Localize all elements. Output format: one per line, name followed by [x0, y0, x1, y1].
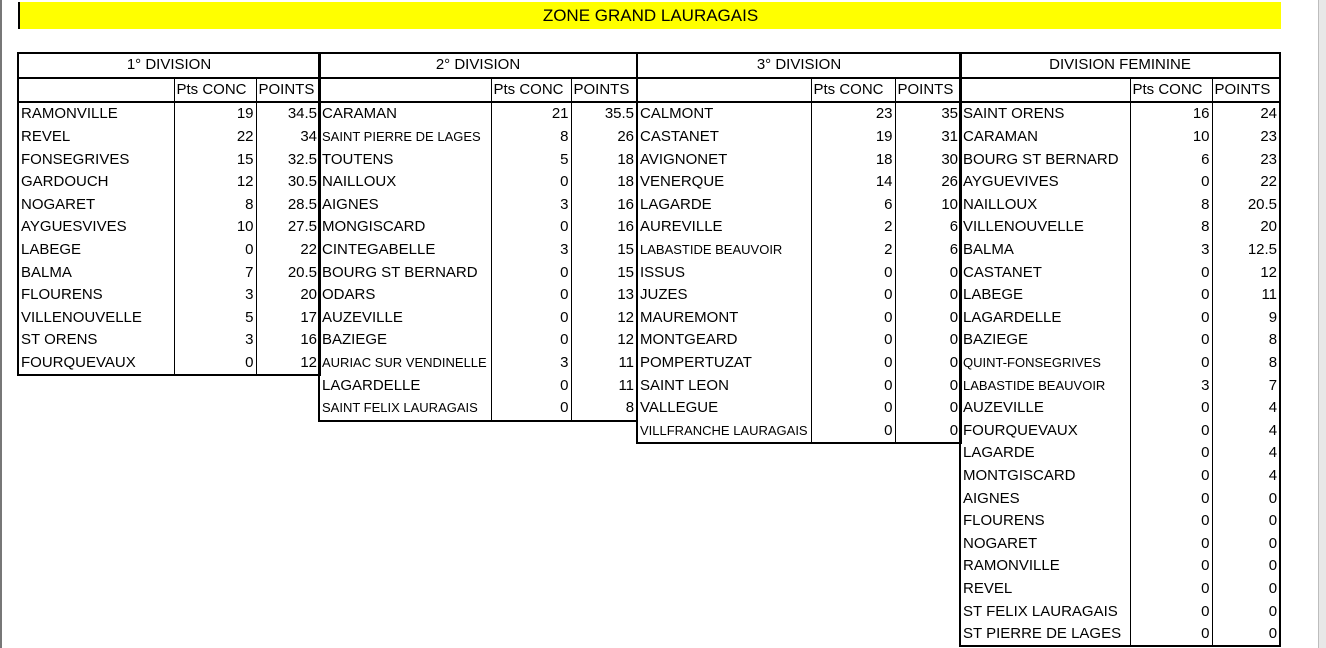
team-name: LAGARDELLE — [319, 374, 491, 397]
pts-conc-value: 2 — [811, 239, 895, 262]
header-pts-conc: Pts CONC — [1130, 78, 1212, 103]
team-name: ODARS — [319, 284, 491, 307]
table-row — [960, 329, 1280, 352]
pts-conc-value: 0 — [1130, 352, 1212, 375]
team-name: REVEL — [960, 578, 1130, 601]
pts-conc-value: 0 — [491, 171, 571, 194]
points-value: 0 — [1212, 555, 1280, 578]
pts-conc-value: 19 — [174, 102, 256, 126]
team-name: CARAMAN — [319, 102, 491, 126]
points-value: 6 — [895, 239, 961, 262]
table-row — [637, 329, 961, 352]
points-value: 26 — [571, 126, 637, 149]
team-name: SAINT PIERRE DE LAGES — [319, 126, 491, 149]
team-name: BAZIEGE — [319, 329, 491, 352]
table-row — [319, 307, 637, 330]
table-row — [18, 126, 320, 149]
pts-conc-value: 10 — [174, 216, 256, 239]
pts-conc-value: 8 — [1130, 216, 1212, 239]
team-name: AURIAC SUR VENDINELLE — [319, 352, 491, 375]
pts-conc-value: 0 — [1130, 397, 1212, 420]
pts-conc-value: 3 — [1130, 374, 1212, 397]
team-name: AUZEVILLE — [319, 307, 491, 330]
division-table-feminine — [959, 52, 1281, 647]
table-row — [319, 194, 637, 217]
points-value: 32.5 — [256, 148, 320, 171]
points-value: 35.5 — [571, 102, 637, 126]
header-pts-conc: Pts CONC — [491, 78, 571, 103]
points-value: 26 — [895, 171, 961, 194]
table-row — [637, 171, 961, 194]
points-value: 18 — [571, 171, 637, 194]
team-name: RAMONVILLE — [18, 102, 174, 126]
pts-conc-value: 10 — [1130, 126, 1212, 149]
team-name: SAINT ORENS — [960, 102, 1130, 126]
table-row — [18, 239, 320, 262]
points-value: 30 — [895, 148, 961, 171]
team-name: BALMA — [18, 261, 174, 284]
team-name: VILLENOUVELLE — [18, 307, 174, 330]
table-row — [637, 148, 961, 171]
pts-conc-value: 16 — [1130, 102, 1212, 126]
table-row — [637, 216, 961, 239]
pts-conc-value: 0 — [1130, 600, 1212, 623]
division-title: 1° DIVISION — [18, 53, 320, 78]
pts-conc-value: 12 — [174, 171, 256, 194]
pts-conc-value: 3 — [491, 352, 571, 375]
points-value: 8 — [1212, 352, 1280, 375]
team-name: POMPERTUZAT — [637, 352, 811, 375]
page-title: ZONE GRAND LAURAGAIS — [18, 2, 1281, 29]
points-value: 28.5 — [256, 194, 320, 217]
points-value: 22 — [1212, 171, 1280, 194]
table-row — [637, 261, 961, 284]
table-row — [960, 578, 1280, 601]
points-value: 17 — [256, 307, 320, 330]
points-value: 0 — [895, 420, 961, 444]
table-row — [960, 600, 1280, 623]
team-name: AIGNES — [960, 487, 1130, 510]
team-name: FLOURENS — [960, 510, 1130, 533]
table-row — [319, 148, 637, 171]
table-row — [960, 487, 1280, 510]
pts-conc-value: 0 — [174, 352, 256, 376]
pts-conc-value: 21 — [491, 102, 571, 126]
team-name: BAZIEGE — [960, 329, 1130, 352]
header-points: POINTS — [1212, 78, 1280, 103]
points-value: 4 — [1212, 397, 1280, 420]
pts-conc-value: 0 — [1130, 555, 1212, 578]
table-row — [18, 194, 320, 217]
pts-conc-value: 22 — [174, 126, 256, 149]
team-name: LABEGE — [960, 284, 1130, 307]
pts-conc-value: 0 — [1130, 465, 1212, 488]
table-row — [960, 352, 1280, 375]
pts-conc-value: 8 — [174, 194, 256, 217]
pts-conc-value: 0 — [811, 397, 895, 420]
pts-conc-value: 0 — [1130, 420, 1212, 443]
points-value: 34 — [256, 126, 320, 149]
points-value: 12 — [256, 352, 320, 376]
division-title: DIVISION FEMININE — [960, 53, 1280, 78]
pts-conc-value: 0 — [811, 284, 895, 307]
header-points: POINTS — [571, 78, 637, 103]
team-name: RAMONVILLE — [960, 555, 1130, 578]
pts-conc-value: 3 — [174, 329, 256, 352]
table-row — [960, 284, 1280, 307]
points-value: 15 — [571, 261, 637, 284]
points-value: 18 — [571, 148, 637, 171]
pts-conc-value: 0 — [1130, 307, 1212, 330]
pts-conc-value: 0 — [174, 239, 256, 262]
pts-conc-value: 0 — [1130, 510, 1212, 533]
team-name: NOGARET — [960, 532, 1130, 555]
pts-conc-value: 0 — [1130, 487, 1212, 510]
pts-conc-value: 2 — [811, 216, 895, 239]
points-value: 0 — [1212, 600, 1280, 623]
points-value: 0 — [1212, 532, 1280, 555]
table-row — [319, 216, 637, 239]
points-value: 11 — [571, 374, 637, 397]
team-name: AYGUEVIVES — [960, 171, 1130, 194]
table-row — [319, 261, 637, 284]
team-name: CASTANET — [960, 261, 1130, 284]
points-value: 12 — [571, 307, 637, 330]
points-value: 15 — [571, 239, 637, 262]
table-row — [960, 171, 1280, 194]
points-value: 34.5 — [256, 102, 320, 126]
header-pts-conc: Pts CONC — [174, 78, 256, 103]
table-row — [637, 239, 961, 262]
pts-conc-value: 0 — [491, 374, 571, 397]
team-name: VILLENOUVELLE — [960, 216, 1130, 239]
pts-conc-value: 0 — [1130, 171, 1212, 194]
team-name: TOUTENS — [319, 148, 491, 171]
team-name: AUREVILLE — [637, 216, 811, 239]
table-row — [18, 261, 320, 284]
team-name: AIGNES — [319, 194, 491, 217]
team-name: FOURQUEVAUX — [960, 420, 1130, 443]
table-row — [960, 442, 1280, 465]
points-value: 22 — [256, 239, 320, 262]
pts-conc-value: 0 — [811, 329, 895, 352]
pts-conc-value: 7 — [174, 261, 256, 284]
points-value: 20.5 — [256, 261, 320, 284]
points-value: 10 — [895, 194, 961, 217]
table-row — [960, 532, 1280, 555]
division-table-1 — [17, 52, 321, 376]
points-value: 16 — [571, 216, 637, 239]
pts-conc-value: 0 — [811, 307, 895, 330]
points-value: 12 — [1212, 261, 1280, 284]
team-name: GARDOUCH — [18, 171, 174, 194]
team-name: LAGARDELLE — [960, 307, 1130, 330]
table-row — [960, 239, 1280, 262]
pts-conc-value: 23 — [811, 102, 895, 126]
points-value: 0 — [895, 284, 961, 307]
team-name: ST FELIX LAURAGAIS — [960, 600, 1130, 623]
points-value: 6 — [895, 216, 961, 239]
pts-conc-value: 8 — [491, 126, 571, 149]
pts-conc-value: 5 — [174, 307, 256, 330]
team-name: VENERQUE — [637, 171, 811, 194]
header-points: POINTS — [256, 78, 320, 103]
table-row — [319, 397, 637, 421]
table-row — [960, 397, 1280, 420]
points-value: 12.5 — [1212, 239, 1280, 262]
pts-conc-value: 0 — [491, 329, 571, 352]
points-value: 12 — [571, 329, 637, 352]
table-row — [637, 397, 961, 420]
table-row — [960, 148, 1280, 171]
team-name: FOURQUEVAUX — [18, 352, 174, 376]
team-name: ST PIERRE DE LAGES — [960, 623, 1130, 647]
team-name: REVEL — [18, 126, 174, 149]
pts-conc-value: 3 — [491, 239, 571, 262]
table-row — [18, 329, 320, 352]
header-team-blank — [960, 78, 1130, 103]
team-name: ISSUS — [637, 261, 811, 284]
pts-conc-value: 0 — [1130, 532, 1212, 555]
table-row — [960, 102, 1280, 126]
pts-conc-value: 0 — [811, 261, 895, 284]
points-value: 13 — [571, 284, 637, 307]
table-row — [18, 284, 320, 307]
points-value: 11 — [1212, 284, 1280, 307]
points-value: 0 — [1212, 578, 1280, 601]
pts-conc-value: 15 — [174, 148, 256, 171]
team-name: NAILLOUX — [960, 194, 1130, 217]
table-row — [960, 216, 1280, 239]
team-name: VILLFRANCHE LAURAGAIS — [637, 420, 811, 444]
pts-conc-value: 19 — [811, 126, 895, 149]
points-value: 20.5 — [1212, 194, 1280, 217]
points-value: 23 — [1212, 126, 1280, 149]
table-row — [637, 307, 961, 330]
pts-conc-value: 18 — [811, 148, 895, 171]
team-name: SAINT LEON — [637, 374, 811, 397]
table-row — [960, 510, 1280, 533]
page-right-scrollbar[interactable] — [1318, 0, 1326, 648]
division-table-3 — [636, 52, 962, 444]
pts-conc-value: 3 — [174, 284, 256, 307]
table-row — [319, 239, 637, 262]
pts-conc-value: 0 — [491, 261, 571, 284]
table-row — [319, 102, 637, 126]
table-row — [319, 352, 637, 375]
table-row — [960, 194, 1280, 217]
points-value: 0 — [895, 307, 961, 330]
pts-conc-value: 0 — [1130, 623, 1212, 647]
team-name: FONSEGRIVES — [18, 148, 174, 171]
table-row — [960, 307, 1280, 330]
pts-conc-value: 0 — [1130, 578, 1212, 601]
points-value: 8 — [571, 397, 637, 421]
pts-conc-value: 6 — [811, 194, 895, 217]
points-value: 24 — [1212, 102, 1280, 126]
points-value: 16 — [256, 329, 320, 352]
points-value: 27.5 — [256, 216, 320, 239]
points-value: 35 — [895, 102, 961, 126]
team-name: CALMONT — [637, 102, 811, 126]
points-value: 8 — [1212, 329, 1280, 352]
points-value: 0 — [1212, 623, 1280, 647]
points-value: 0 — [895, 374, 961, 397]
points-value: 7 — [1212, 374, 1280, 397]
pts-conc-value: 0 — [811, 352, 895, 375]
team-name: NOGARET — [18, 194, 174, 217]
pts-conc-value: 6 — [1130, 148, 1212, 171]
table-row — [18, 352, 320, 376]
team-name: MONTGISCARD — [960, 465, 1130, 488]
points-value: 31 — [895, 126, 961, 149]
pts-conc-value: 0 — [491, 284, 571, 307]
table-row — [960, 126, 1280, 149]
table-row — [18, 148, 320, 171]
table-row — [319, 171, 637, 194]
division-table-2 — [318, 52, 638, 422]
table-row — [637, 194, 961, 217]
team-name: AUZEVILLE — [960, 397, 1130, 420]
pts-conc-value: 0 — [1130, 442, 1212, 465]
table-row — [960, 465, 1280, 488]
header-team-blank — [18, 78, 174, 103]
team-name: BALMA — [960, 239, 1130, 262]
table-row — [960, 374, 1280, 397]
team-name: FLOURENS — [18, 284, 174, 307]
table-row — [18, 216, 320, 239]
pts-conc-value: 0 — [811, 420, 895, 444]
division-title: 2° DIVISION — [319, 53, 637, 78]
header-team-blank — [319, 78, 491, 103]
header-points: POINTS — [895, 78, 961, 103]
table-row — [18, 307, 320, 330]
points-value: 0 — [895, 329, 961, 352]
table-row — [18, 171, 320, 194]
table-row — [18, 102, 320, 126]
points-value: 20 — [1212, 216, 1280, 239]
points-value: 4 — [1212, 420, 1280, 443]
points-value: 23 — [1212, 148, 1280, 171]
points-value: 4 — [1212, 465, 1280, 488]
points-value: 4 — [1212, 442, 1280, 465]
table-row — [637, 374, 961, 397]
table-row — [960, 420, 1280, 443]
team-name: JUZES — [637, 284, 811, 307]
pts-conc-value: 0 — [491, 216, 571, 239]
table-row — [637, 126, 961, 149]
team-name: CASTANET — [637, 126, 811, 149]
team-name: AVIGNONET — [637, 148, 811, 171]
table-row — [960, 261, 1280, 284]
table-row — [960, 623, 1280, 647]
table-row — [637, 284, 961, 307]
header-team-blank — [637, 78, 811, 103]
table-row — [960, 555, 1280, 578]
table-row — [637, 352, 961, 375]
team-name: BOURG ST BERNARD — [960, 148, 1130, 171]
pts-conc-value: 5 — [491, 148, 571, 171]
table-row — [637, 420, 961, 444]
team-name: CINTEGABELLE — [319, 239, 491, 262]
points-value: 0 — [895, 261, 961, 284]
table-row — [319, 126, 637, 149]
team-name: LABASTIDE BEAUVOIR — [960, 374, 1130, 397]
table-row — [637, 102, 961, 126]
points-value: 9 — [1212, 307, 1280, 330]
points-value: 0 — [895, 397, 961, 420]
pts-conc-value: 0 — [1130, 329, 1212, 352]
points-value: 16 — [571, 194, 637, 217]
team-name: CARAMAN — [960, 126, 1130, 149]
pts-conc-value: 0 — [491, 397, 571, 421]
pts-conc-value: 0 — [1130, 284, 1212, 307]
pts-conc-value: 3 — [1130, 239, 1212, 262]
header-pts-conc: Pts CONC — [811, 78, 895, 103]
points-value: 0 — [895, 352, 961, 375]
team-name: MAUREMONT — [637, 307, 811, 330]
pts-conc-value: 14 — [811, 171, 895, 194]
table-row — [319, 329, 637, 352]
team-name: NAILLOUX — [319, 171, 491, 194]
team-name: LABASTIDE BEAUVOIR — [637, 239, 811, 262]
division-title: 3° DIVISION — [637, 53, 961, 78]
pts-conc-value: 0 — [491, 307, 571, 330]
team-name: MONTGEARD — [637, 329, 811, 352]
team-name: MONGISCARD — [319, 216, 491, 239]
team-name: VALLEGUE — [637, 397, 811, 420]
team-name: LAGARDE — [637, 194, 811, 217]
team-name: QUINT-FONSEGRIVES — [960, 352, 1130, 375]
points-value: 0 — [1212, 510, 1280, 533]
pts-conc-value: 3 — [491, 194, 571, 217]
points-value: 11 — [571, 352, 637, 375]
pts-conc-value: 0 — [1130, 261, 1212, 284]
page-left-edge — [0, 0, 2, 648]
team-name: LABEGE — [18, 239, 174, 262]
points-value: 20 — [256, 284, 320, 307]
table-row — [319, 284, 637, 307]
team-name: LAGARDE — [960, 442, 1130, 465]
team-name: ST ORENS — [18, 329, 174, 352]
team-name: BOURG ST BERNARD — [319, 261, 491, 284]
points-value: 0 — [1212, 487, 1280, 510]
team-name: SAINT FELIX LAURAGAIS — [319, 397, 491, 421]
pts-conc-value: 8 — [1130, 194, 1212, 217]
team-name: AYGUESVIVES — [18, 216, 174, 239]
points-value: 30.5 — [256, 171, 320, 194]
pts-conc-value: 0 — [811, 374, 895, 397]
table-row — [319, 374, 637, 397]
